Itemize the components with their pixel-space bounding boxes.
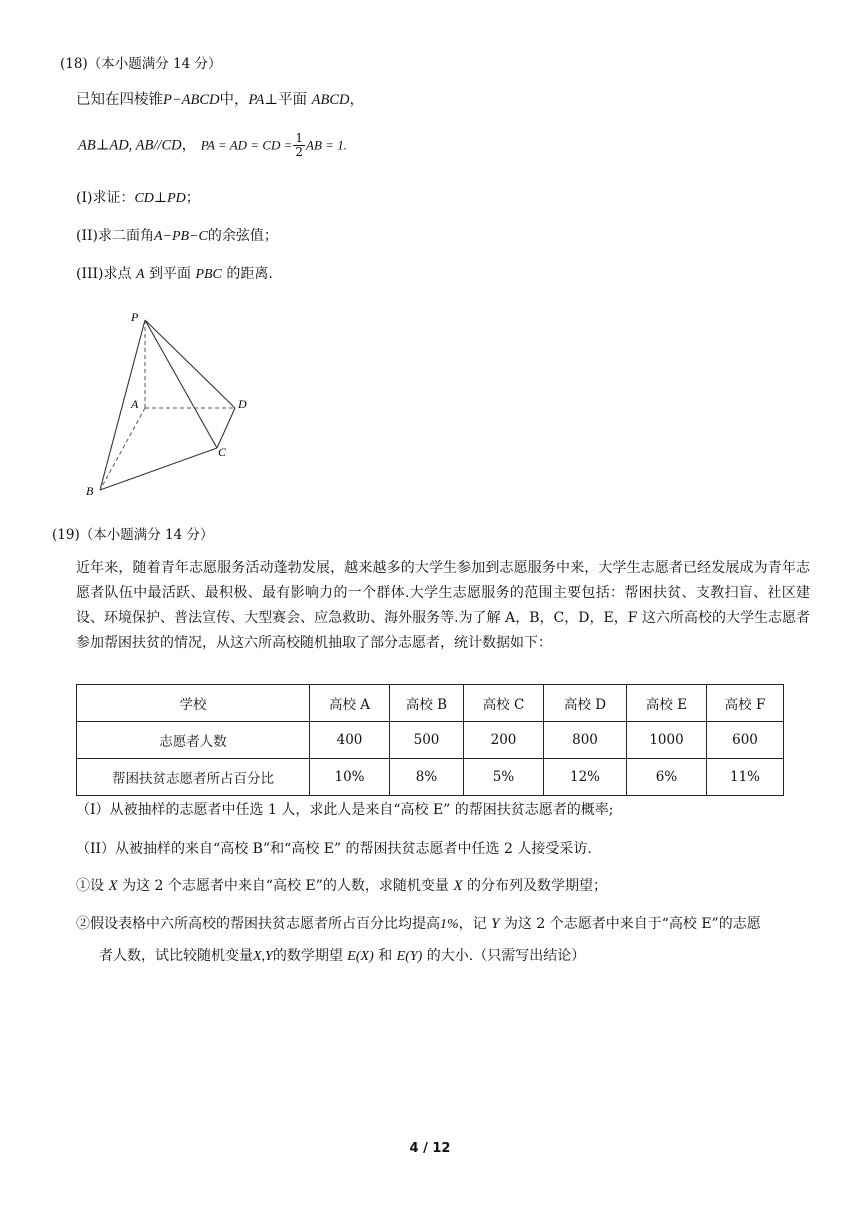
q19-part1: （I）从被抽样的志愿者中任选 1 人，求此人是来自“高校 E” 的帮困扶贫志愿者的概率; [76,802,614,818]
q19-sub2-line1: ②假设表格中六所高校的帮困扶贫志愿者所占百分比均提高1%，记 Y 为这 2 个志愿者中来自于“高校 E”的志愿 [76,916,761,932]
table-cell: 600 [707,722,784,759]
table-cell: 11% [707,759,784,796]
table-row [77,722,784,759]
volunteer-stats-table [76,684,784,796]
table-cell: 8% [390,759,464,796]
table-cell: 高校 A [310,685,390,722]
edge-pd [145,320,235,408]
q19-header: (19)（本小题满分 14 分） [52,527,214,543]
q19-sub1: ①设 X 为这 2 个志愿者中来自“高校 E”的人数，求随机变量 X 的分布列及数学期望； [76,878,607,894]
q19-part2: （II）从被抽样的来自“高校 B”和“高校 E” 的帮困扶贫志愿者中任选 2 人接受采访. [76,841,592,857]
table-cell: 6% [627,759,707,796]
label-p: P [131,310,139,324]
table-cell: 400 [310,722,390,759]
pyramid-figure [80,305,260,500]
table-header-row [77,685,784,722]
label-c: C [218,445,227,459]
q18-given-line2: AB⊥AD, AB//CD， PA = AD = CD = $\frac{1}{2}$ AB = 1. [78,131,347,159]
table-cell: 志愿者人数 [77,722,310,759]
edge-cd [217,408,235,448]
table-cell: 200 [464,722,544,759]
edge-pc [145,320,217,448]
table-cell: 高校 D [544,685,627,722]
table-cell: 12% [544,759,627,796]
q18-part1: (I)求证：CD⊥PD； [76,190,200,206]
page-number: 4 / 12 [409,1141,451,1156]
table-row [77,759,784,796]
table-cell: 高校 E [627,685,707,722]
q18-part2: (II)求二面角A−PB−C的余弦值； [76,228,278,244]
edge-bc [100,448,217,490]
q19-sub2-line2: 者人数，试比较随机变量X,Y的数学期望 E(X) 和 E(Y) 的大小.（只需写出结论） [99,948,586,964]
table-cell: 1000 [627,722,707,759]
fraction-one-half: $\frac{1}{2}$ [295,131,304,159]
q19-intro: 近年来，随着青年志愿服务活动蓬勃发展，越来越多的大学生参加到志愿服务中来，大学生志愿者已经发展成为青年志愿者队伍中最活跃、最积极、最有影响力的一个群体.大学生志愿服务的范围主要包括：帮困扶贫、支教扫盲、社区建设、环境保护、普法宣传、大型赛会、应急救助、海外服务等.为了解 A，B，C，D，E，F 这六所高校的大学生志愿者参加帮困扶贫的情况，从这六所高校随机抽取了部分志愿者，统计数据如下： [76,560,810,651]
label-a: A [131,397,139,411]
table-cell: 高校 B [390,685,464,722]
table-cell: 高校 F [707,685,784,722]
table-cell: 800 [544,722,627,759]
table-cell: 学校 [77,685,310,722]
table-cell: 10% [310,759,390,796]
edge-ab-hidden [100,408,145,490]
q18-header: (18)（本小题满分 14 分） [60,56,222,72]
table-cell: 500 [390,722,464,759]
table-cell: 帮困扶贫志愿者所占百分比 [77,759,310,796]
q18-given-line1: 已知在四棱锥P−ABCD中，PA⊥平面 ABCD， [76,92,364,108]
table-cell: 5% [464,759,544,796]
label-d: D [238,397,247,411]
table-cell: 高校 C [464,685,544,722]
label-b: B [86,484,94,498]
q18-part3: (III)求点 A 到平面 PBC 的距离. [76,266,273,282]
